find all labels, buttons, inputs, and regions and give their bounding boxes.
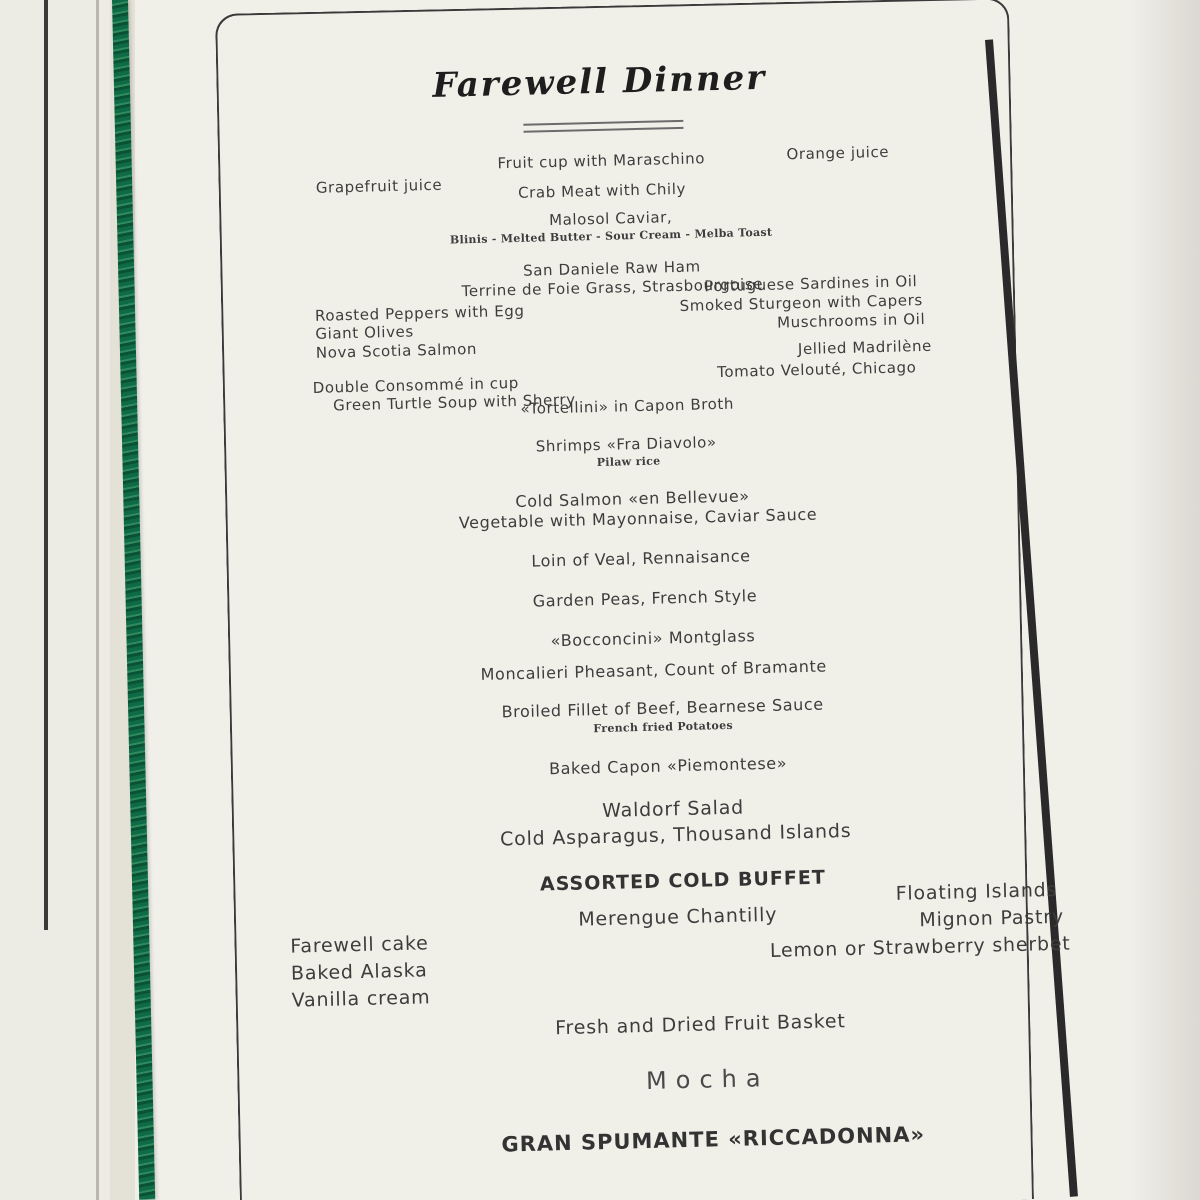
beef-side: French fried Potatoes bbox=[593, 718, 734, 736]
cold-fish-1: Cold Salmon «en Bellevue» bbox=[515, 486, 750, 512]
caviar-name: Malosol Caviar, bbox=[548, 208, 673, 230]
hors-left-2: Giant Olives bbox=[315, 322, 415, 343]
hors-right-2: Smoked Sturgeon with Capers bbox=[679, 291, 923, 315]
main-2: Garden Peas, French Style bbox=[532, 586, 758, 611]
caviar-garnish: Blinis - Melted Butter - Sour Cream - Melba Toast bbox=[449, 225, 773, 247]
dessert-left-3: Vanilla cream bbox=[291, 986, 431, 1012]
main-3: «Bocconcini» Montglass bbox=[550, 626, 756, 651]
hors-right-3: Muschrooms in Oil bbox=[776, 309, 926, 332]
dessert-left-2: Baked Alaska bbox=[290, 959, 428, 985]
hors-left-1: Roasted Peppers with Egg bbox=[314, 301, 525, 325]
starter-right: Orange juice bbox=[786, 142, 890, 164]
wine: GRAN SPUMANTE «RICCADONNA» bbox=[501, 1122, 926, 1157]
starter-center-1: Fruit cup with Maraschino bbox=[497, 149, 706, 173]
dessert-left-1: Farewell cake bbox=[290, 932, 429, 958]
main-1: Loin of Veal, Rennaisance bbox=[531, 546, 751, 571]
capon: Baked Capon «Piemontese» bbox=[548, 753, 788, 779]
beef-name: Broiled Fillet of Beef, Bearnese Sauce bbox=[501, 694, 824, 722]
buffet-heading: ASSORTED COLD BUFFET bbox=[539, 866, 827, 896]
soup-left-1: Double Consommé in cup bbox=[312, 373, 520, 397]
dessert-center: Merengue Chantilly bbox=[578, 903, 778, 931]
salad-1: Waldorf Salad bbox=[601, 796, 745, 823]
title-underline bbox=[523, 120, 683, 133]
soup-center: «Tortellini» in Capon Broth bbox=[520, 394, 735, 418]
dessert-right-2: Mignon Pastry bbox=[919, 905, 1065, 932]
fish-name: Shrimps «Fra Diavolo» bbox=[535, 433, 717, 456]
hors-center-1: San Daniele Raw Ham bbox=[522, 257, 701, 280]
hors-right-1: Portuguese Sardines in Oil bbox=[704, 272, 918, 296]
starter-center-2: Crab Meat with Chily bbox=[517, 179, 687, 202]
starter-left: Grapefruit juice bbox=[315, 175, 443, 197]
main-4: Moncalieri Pheasant, Count of Bramante bbox=[480, 656, 828, 684]
cold-fish-2: Vegetable with Mayonnaise, Caviar Sauce bbox=[458, 504, 818, 533]
soup-right-2: Tomato Velouté, Chicago bbox=[716, 358, 917, 382]
fruit-basket: Fresh and Dried Fruit Basket bbox=[554, 1010, 846, 1040]
salad-2: Cold Asparagus, Thousand Islands bbox=[499, 819, 852, 851]
fish-side: Pilaw rice bbox=[596, 454, 661, 470]
soup-right-1: Jellied Madrilène bbox=[797, 336, 933, 359]
hors-left-3: Nova Scotia Salmon bbox=[315, 339, 478, 362]
coffee: Mocha bbox=[645, 1064, 770, 1096]
menu-title: Farewell Dinner bbox=[431, 57, 767, 106]
dessert-right-3: Lemon or Strawberry sherbet bbox=[769, 932, 1071, 962]
dessert-right-1: Floating Islands bbox=[895, 878, 1058, 905]
soup-left-2: Green Turtle Soup with Sherry bbox=[332, 390, 576, 415]
hors-center-2: Terrine de Foie Grass, Strasbourgoise bbox=[461, 274, 764, 301]
